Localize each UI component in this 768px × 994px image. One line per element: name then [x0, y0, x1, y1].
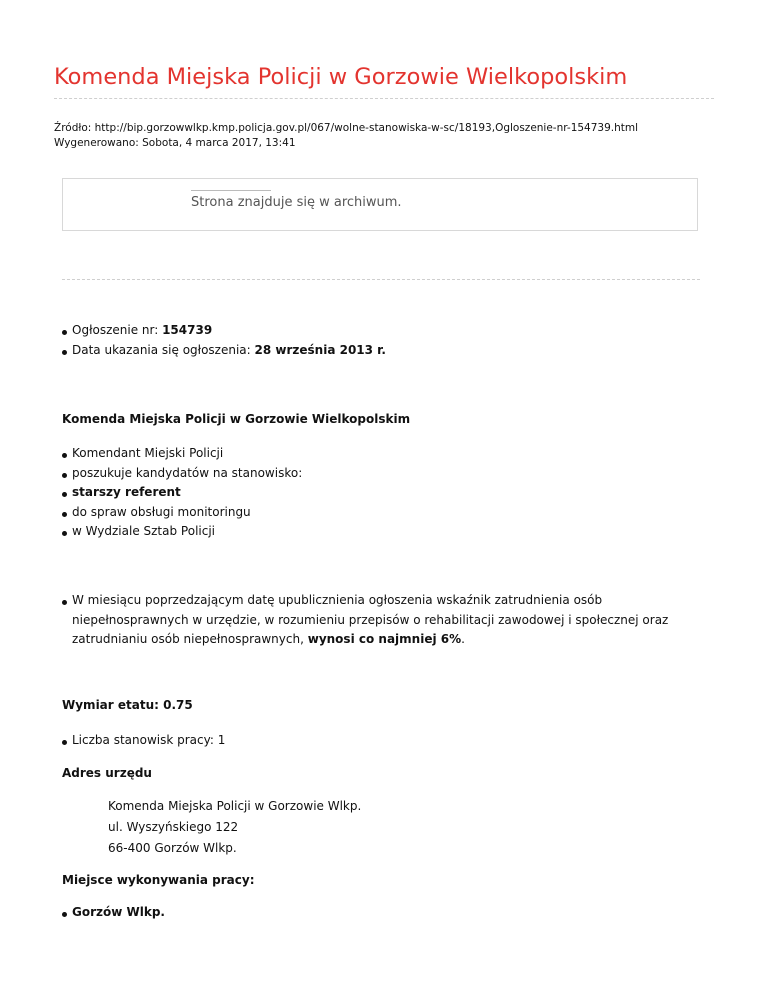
- title-divider: [54, 98, 714, 99]
- generated-line: Wygenerowano: Sobota, 4 marca 2017, 13:41: [54, 137, 296, 149]
- workplace-location: Gorzów Wlkp.: [62, 903, 165, 923]
- page-title: Komenda Miejska Policji w Gorzowie Wielkopolskim: [54, 64, 628, 90]
- office-address: [108, 796, 361, 859]
- list-item: Komendant Miejski Policji: [62, 444, 302, 464]
- announcement-date-value: 28 września 2013 r.: [254, 342, 386, 357]
- employer-heading: Komenda Miejska Policji w Gorzowie Wielkopolskim: [62, 412, 411, 426]
- content-divider: [62, 279, 700, 280]
- employer-list: [62, 444, 302, 542]
- announcement-info-list: [62, 321, 386, 360]
- list-item: poszukuje kandydatów na stanowisko:: [62, 464, 302, 484]
- archive-notice-text: Strona znajduje się w archiwum.: [191, 195, 402, 210]
- disability-notice-bold: wynosi co najmniej 6%: [307, 632, 462, 646]
- document-meta: [54, 121, 638, 151]
- positions-list: [62, 731, 225, 751]
- list-item: w Wydziale Sztab Policji: [62, 522, 302, 542]
- positions-count: Liczba stanowisk pracy: 1: [62, 731, 225, 751]
- etat-heading: Wymiar etatu: 0.75: [62, 698, 193, 712]
- list-item: starszy referent: [62, 483, 302, 503]
- disability-notice-list: [62, 591, 672, 650]
- workplace-heading: Miejsce wykonywania pracy:: [62, 873, 255, 887]
- source-line: Źródło: http://bip.gorzowwlkp.kmp.policja.gov.pl/067/wolne-stanowiska-w-sc/18193,Ogloszenie-nr-154739.html: [54, 122, 639, 134]
- announcement-number: Ogłoszenie nr: 154739: [62, 321, 386, 341]
- address-heading: Adres urzędu: [62, 766, 152, 780]
- archive-rule: [191, 190, 271, 191]
- workplace-list: [62, 903, 165, 923]
- list-item: do spraw obsługi monitoringu: [62, 503, 302, 523]
- disability-notice: W miesiącu poprzedzającym datę upublicznienia ogłoszenia wskaźnik zatrudnienia osób niepełnosprawnych w urzędzie, w rozumieniu przepisów o rehabilitacji zawodowej i społecznej oraz zatrudnianiu osób niepełnosprawnych, wynosi co najmniej 6%.: [62, 591, 672, 650]
- archive-notice-box: [62, 178, 698, 231]
- announcement-date: Data ukazania się ogłoszenia: 28 września 2013 r.: [62, 341, 386, 361]
- address-line: ul. Wyszyńskiego 122: [108, 820, 239, 834]
- announcement-number-value: 154739: [162, 323, 213, 337]
- address-line: 66-400 Gorzów Wlkp.: [108, 841, 237, 855]
- address-line: Komenda Miejska Policji w Gorzowie Wlkp.: [108, 799, 362, 813]
